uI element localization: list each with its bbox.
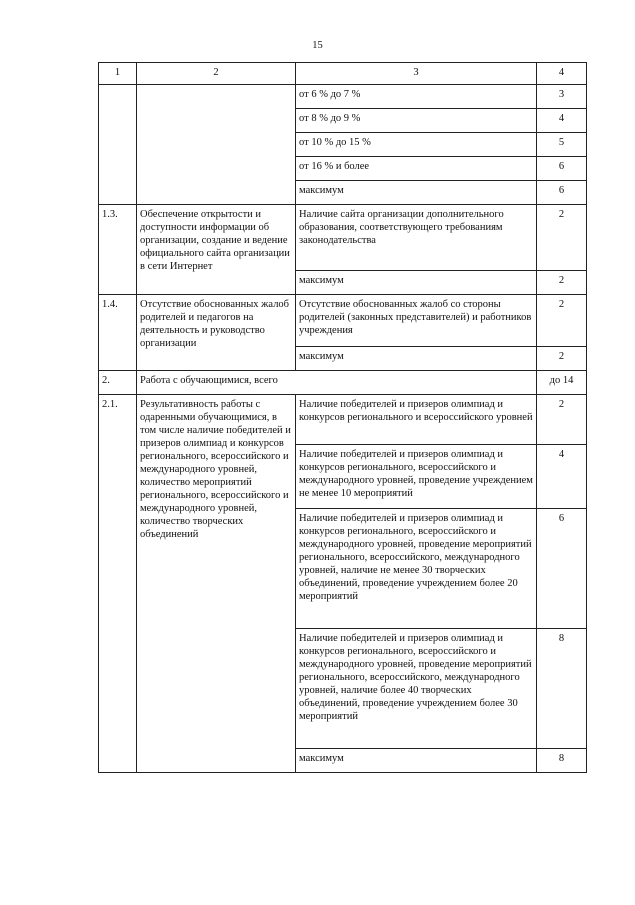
- section-number: 1.3.: [99, 205, 137, 295]
- table-header-row: [99, 63, 587, 85]
- score-cell: 6: [537, 509, 587, 629]
- criteria-table: [98, 62, 587, 773]
- criterion-cell: от 6 % до 7 %: [296, 85, 537, 109]
- indicator-cell: Обеспечение открытости и доступности информации об организации, создание и ведение официального сайта организации в сети Интернет: [137, 205, 296, 295]
- maximum-score-cell: 8: [537, 749, 587, 773]
- criterion-cell: Наличие победителей и призеров олимпиад и конкурсов регионального, всероссийского и международного уровней, проведение учреждением не менее 10 мероприятий: [296, 445, 537, 509]
- maximum-score-cell: 6: [537, 181, 587, 205]
- maximum-label-cell: максимум: [296, 749, 537, 773]
- maximum-score-cell: 2: [537, 347, 587, 371]
- criterion-cell: Наличие сайта организации дополнительного образования, соответствующего требованиям законодательства: [296, 205, 537, 271]
- score-cell: 4: [537, 109, 587, 133]
- score-cell: 2: [537, 205, 587, 271]
- table-row: [99, 295, 587, 347]
- header-cell-4: 4: [537, 63, 587, 85]
- criterion-cell: от 10 % до 15 %: [296, 133, 537, 157]
- empty-indicator-cell: [137, 85, 296, 205]
- criterion-cell: Наличие победителей и призеров олимпиад и конкурсов регионального, всероссийского и международного уровней, проведение мероприятий регионального, всероссийского, международного уровней, наличие более 40 творческих объединений, проведение учреждением более 30 мероприятий: [296, 629, 537, 749]
- criterion-cell: Наличие победителей и призеров олимпиад и конкурсов регионального, всероссийского и международного уровней, проведение мероприятий регионального, всероссийского, международного уровней, наличие не менее 30 творческих объединений, проведение учреждением более 20 мероприятий: [296, 509, 537, 629]
- score-cell: 2: [537, 295, 587, 347]
- section-number: 1.4.: [99, 295, 137, 371]
- criterion-cell: Отсутствие обоснованных жалоб со стороны родителей (законных представителей) и работников учреждения: [296, 295, 537, 347]
- section-row: [99, 371, 587, 395]
- score-cell: 2: [537, 395, 587, 445]
- score-cell: 4: [537, 445, 587, 509]
- score-cell: 3: [537, 85, 587, 109]
- empty-no-cell: [99, 85, 137, 205]
- score-cell: 6: [537, 157, 587, 181]
- criterion-cell: от 8 % до 9 %: [296, 109, 537, 133]
- table-row: [99, 395, 587, 445]
- score-cell: 5: [537, 133, 587, 157]
- section-title: Работа с обучающимися, всего: [137, 371, 537, 395]
- section-number: 2.1.: [99, 395, 137, 773]
- section-number: 2.: [99, 371, 137, 395]
- table-row: [99, 85, 587, 109]
- criterion-cell: от 16 % и более: [296, 157, 537, 181]
- page-number: 15: [312, 40, 323, 51]
- section-score: до 14: [537, 371, 587, 395]
- maximum-label-cell: максимум: [296, 181, 537, 205]
- maximum-score-cell: 2: [537, 271, 587, 295]
- header-cell-1: 1: [99, 63, 137, 85]
- table-row: [99, 205, 587, 271]
- maximum-label-cell: максимум: [296, 271, 537, 295]
- criterion-cell: Наличие победителей и призеров олимпиад и конкурсов регионального и всероссийского уровней: [296, 395, 537, 445]
- score-cell: 8: [537, 629, 587, 749]
- header-cell-2: 2: [137, 63, 296, 85]
- indicator-cell: Результативность работы с одаренными обучающимися, в том числе наличие победителей и призеров олимпиад и конкурсов регионального, всероссийского и международного уровней, количество мероприятий регионального, всероссийского и международного уровней, количество творческих объединений: [137, 395, 296, 773]
- indicator-cell: Отсутствие обоснованных жалоб родителей и педагогов на деятельность и руководство организации: [137, 295, 296, 371]
- maximum-label-cell: максимум: [296, 347, 537, 371]
- header-cell-3: 3: [296, 63, 537, 85]
